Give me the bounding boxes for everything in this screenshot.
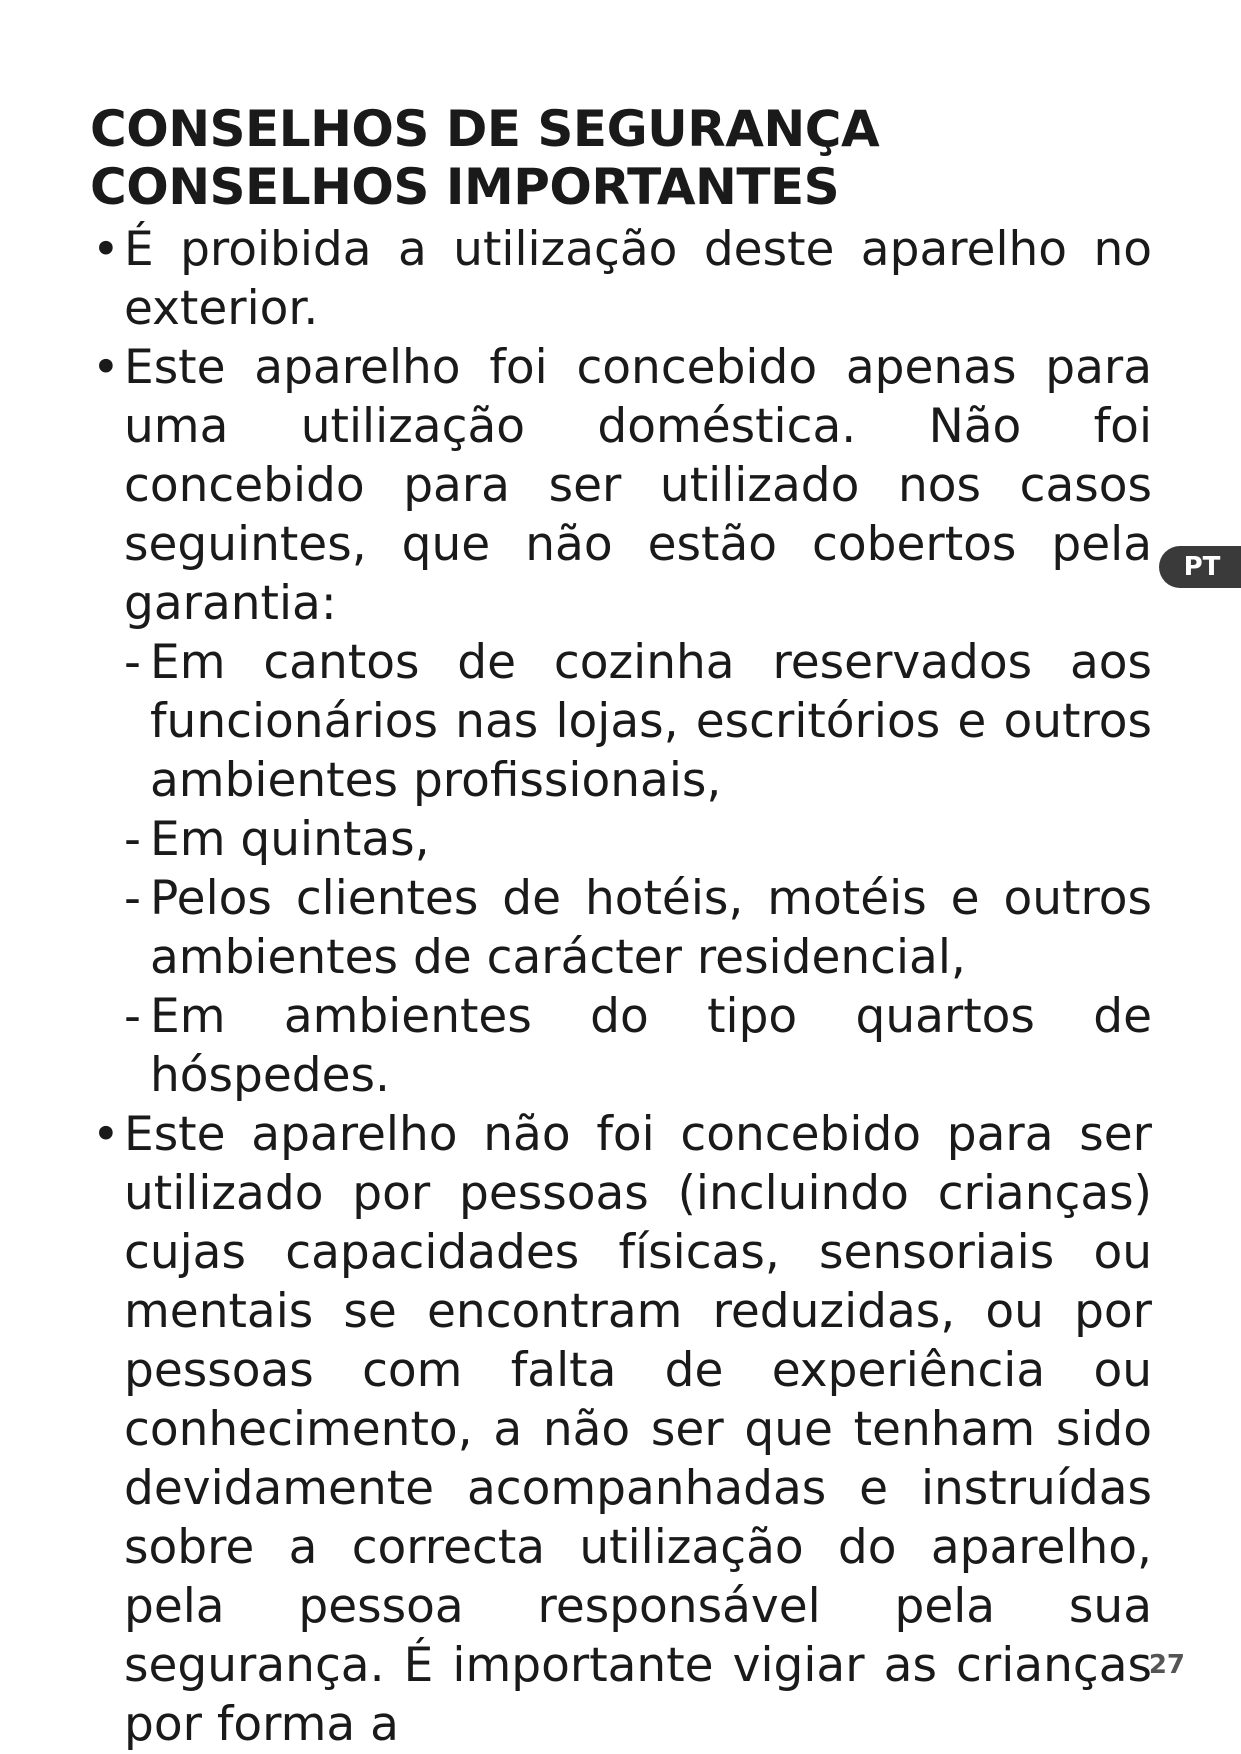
bullet-marker: •	[92, 1107, 120, 1162]
bullet-item	[92, 1105, 1152, 1754]
list-item-text: Pelos clientes de hotéis, motéis e outros ambientes de carácter residencial,	[150, 871, 1152, 985]
headings	[90, 100, 1090, 216]
dash-marker: -	[124, 635, 141, 690]
list-item-text: Em ambientes do tipo quartos de hóspedes.	[150, 989, 1152, 1103]
language-tab: PT	[1159, 546, 1241, 588]
bullet-text: Este aparelho foi concebido apenas para uma utilização doméstica. Não foi concebido para ser utilizado nos casos seguintes, que não estão cobertos pela garantia:	[124, 340, 1152, 631]
safety-content	[92, 220, 1152, 1754]
list-item-text: Em cantos de cozinha reservados aos funcionários nas lojas, escritórios e outros ambientes profissionais,	[150, 635, 1152, 808]
list-item	[92, 869, 1152, 987]
page-number: 27	[1148, 1650, 1185, 1680]
list-item	[92, 810, 1152, 869]
excluded-uses-list	[92, 633, 1152, 1105]
section-subtitle: CONSELHOS IMPORTANTES	[90, 158, 840, 216]
dash-marker: -	[124, 871, 141, 926]
list-item	[92, 633, 1152, 810]
bullet-item	[92, 220, 1152, 338]
bullet-marker: •	[92, 222, 120, 277]
list-item-text: Em quintas,	[150, 812, 430, 867]
section-title: CONSELHOS DE SEGURANÇA	[90, 100, 880, 158]
bullet-text: É proibida a utilização deste aparelho no exterior.	[124, 222, 1152, 336]
bullet-text: Este aparelho não foi concebido para ser utilizado por pessoas (incluindo crianças) cujas capacidades físicas, sensoriais ou mentais se encontram reduzidas, ou por pessoas com falta de experiência ou conhecimento, a não ser que tenham sido devidamente acompanhadas e instruídas sobre a correcta utilização do aparelho, pela pessoa responsável pela sua segurança. É importante vigiar as crianças por forma a	[124, 1107, 1152, 1752]
bullet-marker: •	[92, 340, 120, 395]
list-item	[92, 987, 1152, 1105]
dash-marker: -	[124, 989, 141, 1044]
bullet-item	[92, 338, 1152, 633]
dash-marker: -	[124, 812, 141, 867]
